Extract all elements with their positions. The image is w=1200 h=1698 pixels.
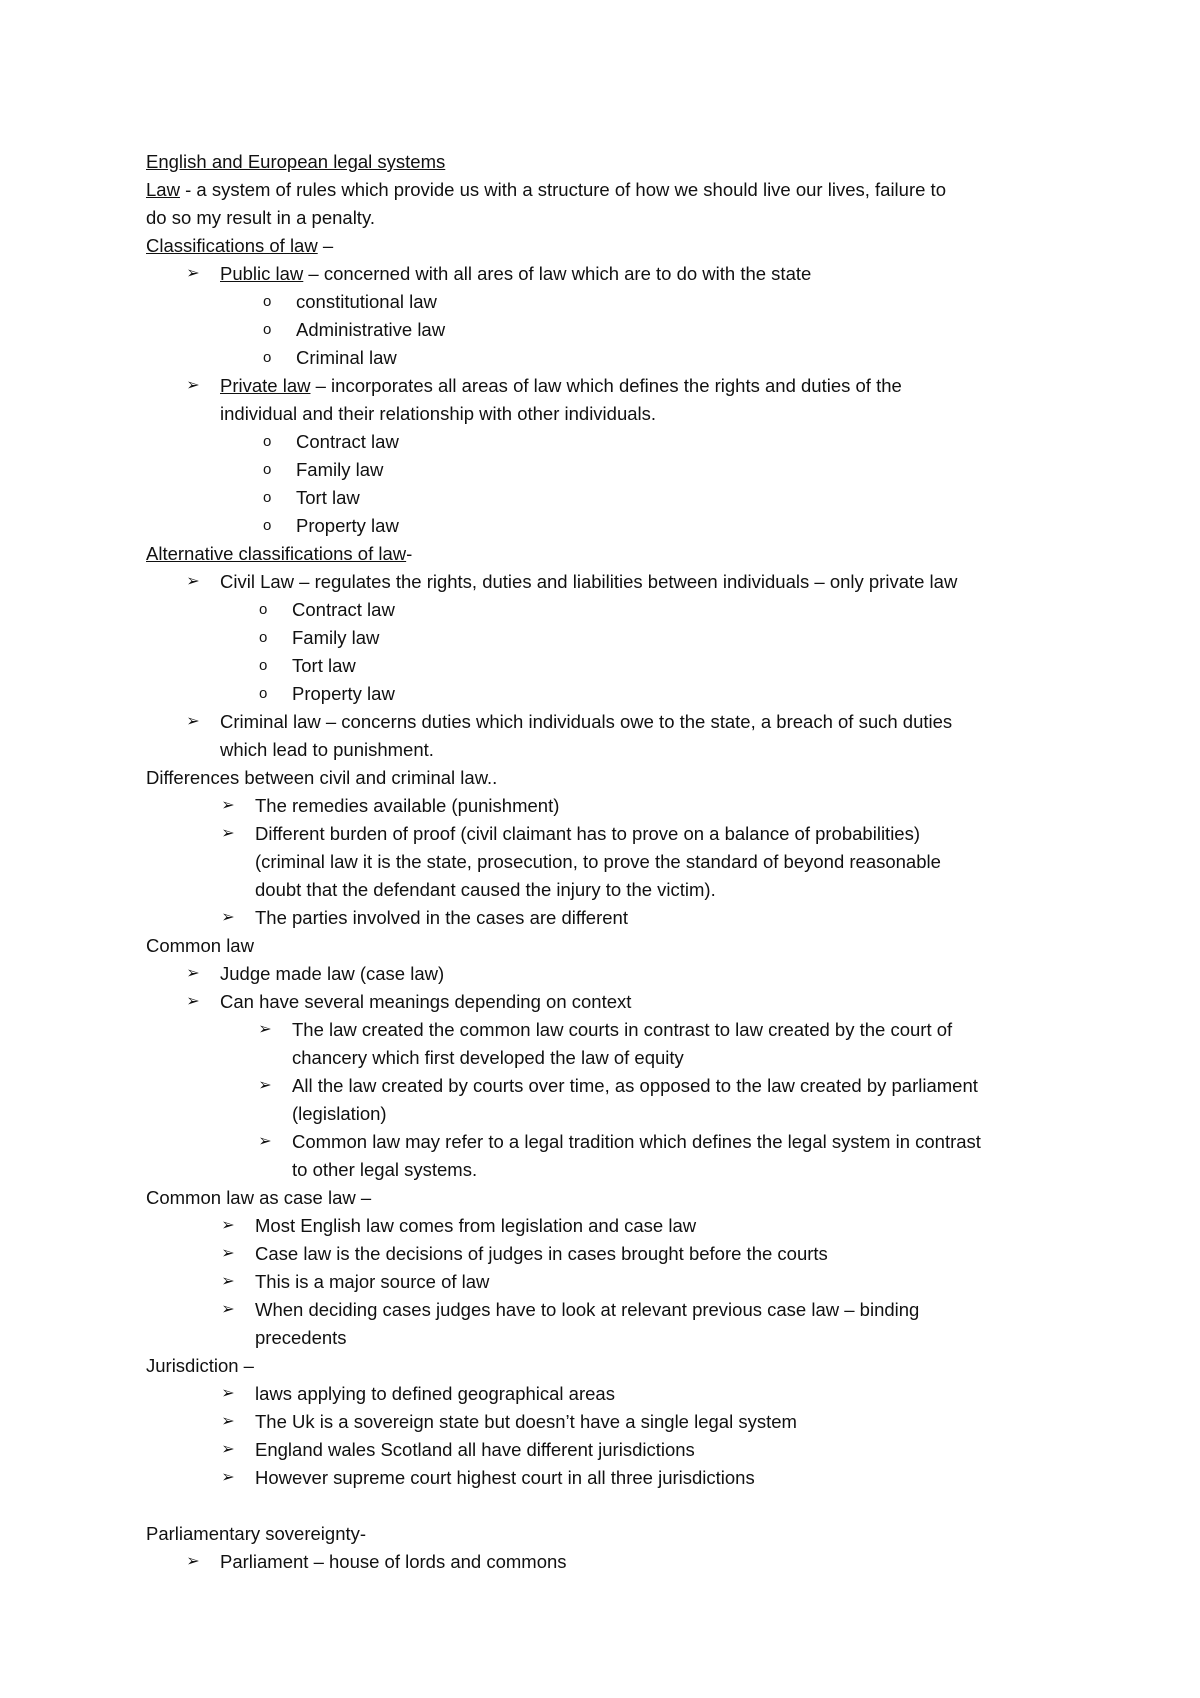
law-definition: - a system of rules which provide us with a structure of how we should live our lives, failure to [179, 179, 946, 200]
law-definition-cont: do so my result in a penalty. [146, 207, 375, 228]
list-item [0, 680, 1200, 708]
civil-law-text: Civil Law – regulates the rights, duties and liabilities between individuals – only private law [220, 571, 958, 592]
common-law-text: Judge made law (case law) [220, 963, 445, 984]
common-law-item [0, 960, 1200, 988]
arrow-bullet-icon: ➢ [186, 993, 200, 1010]
common-law-subtext: All the law created by courts over time, as opposed to the law created by parliament [292, 1075, 978, 1096]
criminal-law-text-cont: which lead to punishment. [220, 739, 434, 760]
jurisdiction-text: The Uk is a sovereign state but doesn’t have a single legal system [255, 1411, 797, 1432]
differences-heading [0, 764, 1200, 792]
difference-item [0, 792, 1200, 820]
arrow-bullet-icon: ➢ [221, 1469, 235, 1486]
criminal-law-text: Criminal law – concerns duties which individuals owe to the state, a breach of such duties [220, 711, 953, 732]
case-law-item [0, 1212, 1200, 1240]
case-law-item-cont [0, 1324, 1200, 1352]
public-law-term: Public law [220, 263, 304, 284]
private-law-item [0, 372, 1200, 400]
list-item [0, 596, 1200, 624]
jurisdiction-item [0, 1436, 1200, 1464]
common-law-heading [0, 932, 1200, 960]
list-item [0, 456, 1200, 484]
jurisdiction-item [0, 1408, 1200, 1436]
common-law-text: Can have several meanings depending on context [220, 991, 632, 1012]
circle-bullet-icon: o [259, 685, 268, 702]
arrow-bullet-icon: ➢ [221, 1441, 235, 1458]
private-law-def: – incorporates all areas of law which defines the rights and duties of the [310, 375, 902, 396]
common-law-subtext-cont: (legislation) [292, 1103, 387, 1124]
civil-law-item [0, 568, 1200, 596]
case-law-heading [0, 1184, 1200, 1212]
arrow-bullet-icon: ➢ [221, 1245, 235, 1262]
arrow-bullet-icon: ➢ [186, 713, 200, 730]
common-law-subtext-cont: chancery which first developed the law of equity [292, 1047, 684, 1068]
blank-line [0, 1492, 1200, 1520]
list-item-text: Administrative law [296, 319, 446, 340]
jurisdiction-item [0, 1464, 1200, 1492]
circle-bullet-icon: o [259, 657, 268, 674]
jurisdiction-text: However supreme court highest court in all three jurisdictions [255, 1467, 755, 1488]
common-law-subitem-cont [0, 1156, 1200, 1184]
list-item-text: Family law [296, 459, 384, 480]
circle-bullet-icon: o [263, 489, 272, 506]
list-item-text: Property law [292, 683, 395, 704]
circle-bullet-icon: o [263, 321, 272, 338]
public-law-def: – concerned with all ares of law which are to do with the state [303, 263, 812, 284]
classifications-heading-text: Classifications of law [146, 235, 318, 256]
circle-bullet-icon: o [259, 601, 268, 618]
criminal-law-item [0, 708, 1200, 736]
arrow-bullet-icon: ➢ [186, 573, 200, 590]
difference-item-cont [0, 848, 1200, 876]
common-law-subitem-cont [0, 1044, 1200, 1072]
alt-classifications-heading [0, 540, 1200, 568]
law-definition-line-1 [0, 176, 1200, 204]
difference-text: The parties involved in the cases are different [255, 907, 628, 928]
case-law-item [0, 1240, 1200, 1268]
law-term: Law [146, 179, 180, 200]
list-item [0, 288, 1200, 316]
list-item [0, 484, 1200, 512]
difference-item-cont [0, 876, 1200, 904]
jurisdiction-heading-text: Jurisdiction – [146, 1355, 254, 1376]
case-law-text: Most English law comes from legislation and case law [255, 1215, 697, 1236]
arrow-bullet-icon: ➢ [186, 965, 200, 982]
circle-bullet-icon: o [263, 461, 272, 478]
law-definition-line-2 [0, 204, 1200, 232]
list-item-text: Criminal law [296, 347, 397, 368]
criminal-law-item-cont [0, 736, 1200, 764]
list-item [0, 344, 1200, 372]
common-law-subitem [0, 1072, 1200, 1100]
arrow-bullet-icon: ➢ [221, 825, 235, 842]
circle-bullet-icon: o [263, 433, 272, 450]
common-law-subitem [0, 1128, 1200, 1156]
private-law-term: Private law [220, 375, 311, 396]
list-item [0, 652, 1200, 680]
jurisdiction-text: laws applying to defined geographical areas [255, 1383, 615, 1404]
circle-bullet-icon: o [259, 629, 268, 646]
arrow-bullet-icon: ➢ [258, 1077, 272, 1094]
alt-heading-text: Alternative classifications of law [146, 543, 407, 564]
differences-heading-text: Differences between civil and criminal law.. [146, 767, 498, 788]
private-law-item-cont [0, 400, 1200, 428]
list-item-text: Tort law [292, 655, 356, 676]
list-item-text: Contract law [292, 599, 395, 620]
jurisdiction-text: England wales Scotland all have different jurisdictions [255, 1439, 695, 1460]
case-law-text: When deciding cases judges have to look at relevant previous case law – binding [255, 1299, 920, 1320]
arrow-bullet-icon: ➢ [221, 909, 235, 926]
title-text: English and European legal systems [146, 151, 446, 172]
case-law-text: This is a major source of law [255, 1271, 490, 1292]
arrow-bullet-icon: ➢ [186, 265, 200, 282]
common-law-item [0, 988, 1200, 1016]
list-item-text: Property law [296, 515, 399, 536]
arrow-bullet-icon: ➢ [221, 1301, 235, 1318]
list-item [0, 316, 1200, 344]
arrow-bullet-icon: ➢ [221, 797, 235, 814]
arrow-bullet-icon: ➢ [221, 1273, 235, 1290]
case-law-item [0, 1268, 1200, 1296]
list-item [0, 512, 1200, 540]
common-law-subitem-cont [0, 1100, 1200, 1128]
common-law-subtext-cont: to other legal systems. [292, 1159, 478, 1180]
arrow-bullet-icon: ➢ [186, 1553, 200, 1570]
list-item-text: Family law [292, 627, 380, 648]
circle-bullet-icon: o [263, 293, 272, 310]
arrow-bullet-icon: ➢ [258, 1021, 272, 1038]
arrow-bullet-icon: ➢ [221, 1413, 235, 1430]
difference-text-cont: (criminal law it is the state, prosecution, to prove the standard of beyond reasonable [255, 851, 941, 872]
public-law-item [0, 260, 1200, 288]
list-item-text: Contract law [296, 431, 399, 452]
classifications-heading [0, 232, 1200, 260]
classifications-suffix: – [317, 235, 334, 256]
list-item [0, 624, 1200, 652]
parliamentary-heading-text: Parliamentary sovereignty- [146, 1523, 367, 1544]
arrow-bullet-icon: ➢ [221, 1385, 235, 1402]
circle-bullet-icon: o [263, 349, 272, 366]
alt-heading-suffix: - [406, 543, 413, 564]
parliamentary-sovereignty-heading [0, 1520, 1200, 1548]
private-law-def-cont: individual and their relationship with other individuals. [220, 403, 657, 424]
common-law-subitem [0, 1016, 1200, 1044]
document-title [0, 148, 1200, 176]
circle-bullet-icon: o [263, 517, 272, 534]
case-law-text: Case law is the decisions of judges in cases brought before the courts [255, 1243, 828, 1264]
list-item-text: constitutional law [296, 291, 437, 312]
difference-text-cont: doubt that the defendant caused the injury to the victim). [255, 879, 716, 900]
parliament-item [0, 1548, 1200, 1576]
list-item [0, 428, 1200, 456]
arrow-bullet-icon: ➢ [186, 377, 200, 394]
parliament-text: Parliament – house of lords and commons [220, 1551, 567, 1572]
jurisdiction-item [0, 1380, 1200, 1408]
common-law-subtext: Common law may refer to a legal tradition which defines the legal system in contrast [292, 1131, 981, 1152]
case-law-heading-text: Common law as case law – [146, 1187, 372, 1208]
common-law-heading-text: Common law [146, 935, 254, 956]
difference-text: The remedies available (punishment) [255, 795, 560, 816]
list-item-text: Tort law [296, 487, 360, 508]
difference-item [0, 904, 1200, 932]
arrow-bullet-icon: ➢ [221, 1217, 235, 1234]
common-law-subtext: The law created the common law courts in contrast to law created by the court of [292, 1019, 953, 1040]
difference-item [0, 820, 1200, 848]
difference-text: Different burden of proof (civil claimant has to prove on a balance of probabilities) [255, 823, 920, 844]
jurisdiction-heading [0, 1352, 1200, 1380]
case-law-text-cont: precedents [255, 1327, 347, 1348]
case-law-item [0, 1296, 1200, 1324]
arrow-bullet-icon: ➢ [258, 1133, 272, 1150]
